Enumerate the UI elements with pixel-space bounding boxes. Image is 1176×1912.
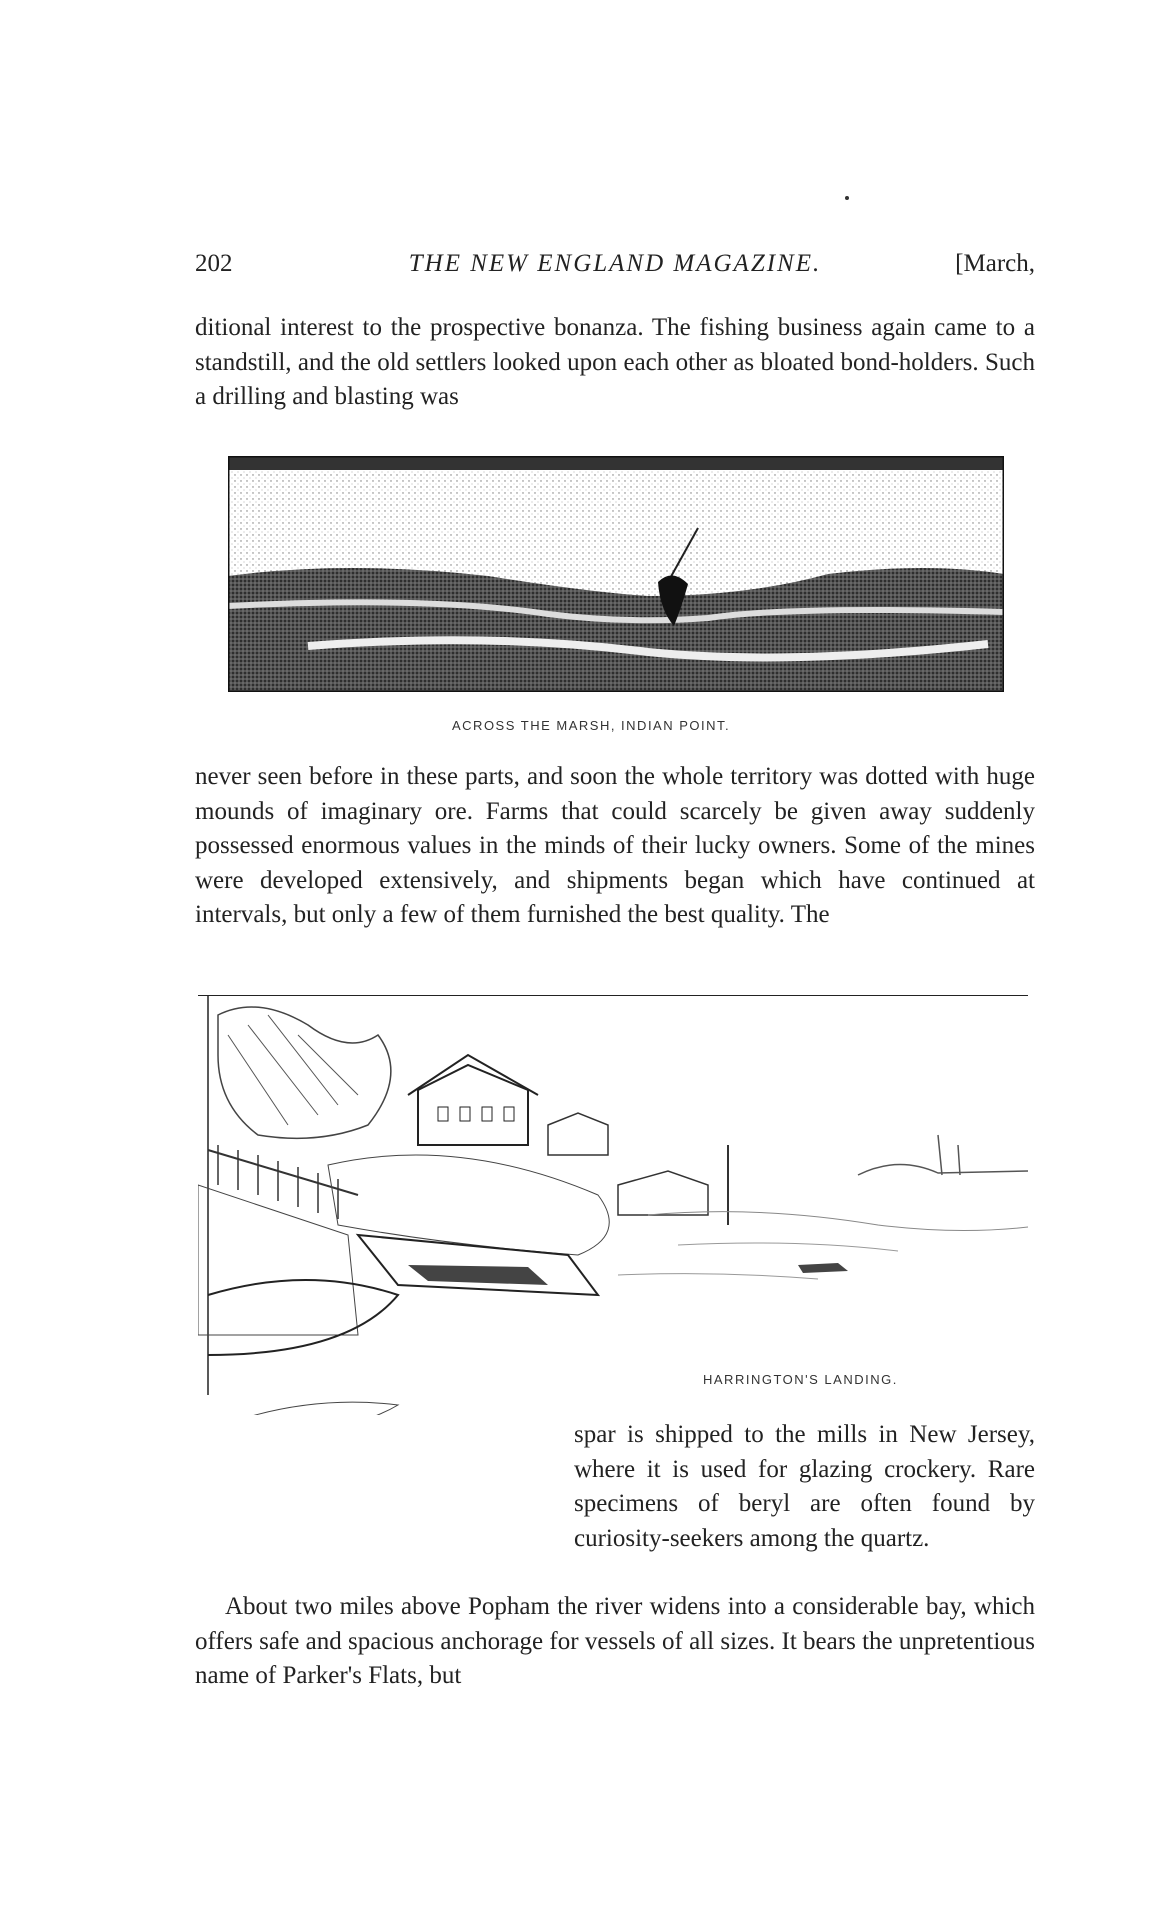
header-month: [March,	[955, 250, 1035, 277]
landing-caption: HARRINGTON'S LANDING.	[703, 1372, 898, 1387]
marsh-illustration	[228, 456, 1004, 692]
running-title: THE NEW ENGLAND MAGAZINE.	[408, 250, 822, 277]
page-number: 202	[195, 250, 233, 277]
marsh-caption: ACROSS THE MARSH, INDIAN POINT.	[452, 718, 731, 733]
running-header	[195, 250, 1035, 290]
paragraph-4: About two miles above Popham the river widens into a considerable bay, which offers safe and spacious anchorage for vessels of all sizes. It bears the unpretentious name of Parker's Flats, but	[195, 1593, 1035, 1689]
paragraph-1: ditional interest to the prospective bonanza. The fishing business again came to a standstill, and the old settlers looked upon each other as bloated bond-holders. Such a drilling and blasting was	[195, 314, 1035, 410]
speck-mark	[845, 196, 849, 200]
landing-illustration	[198, 995, 1038, 1415]
paragraph-2: never seen before in these parts, and soon the whole territory was dotted with huge mounds of imaginary ore. Farms that could scarcely be given away suddenly possessed enormous values in the minds of their lucky owners. Some of the mines were developed extensively, and shipments began which have continued at intervals, but only a few of them furnished the best quality. The	[195, 763, 1035, 928]
paragraph-3: spar is shipped to the mills in New Jersey, where it is used for glazing crockery. Rare specimens of beryl are often found by curiosity-seekers among the quartz.	[574, 1421, 1035, 1552]
